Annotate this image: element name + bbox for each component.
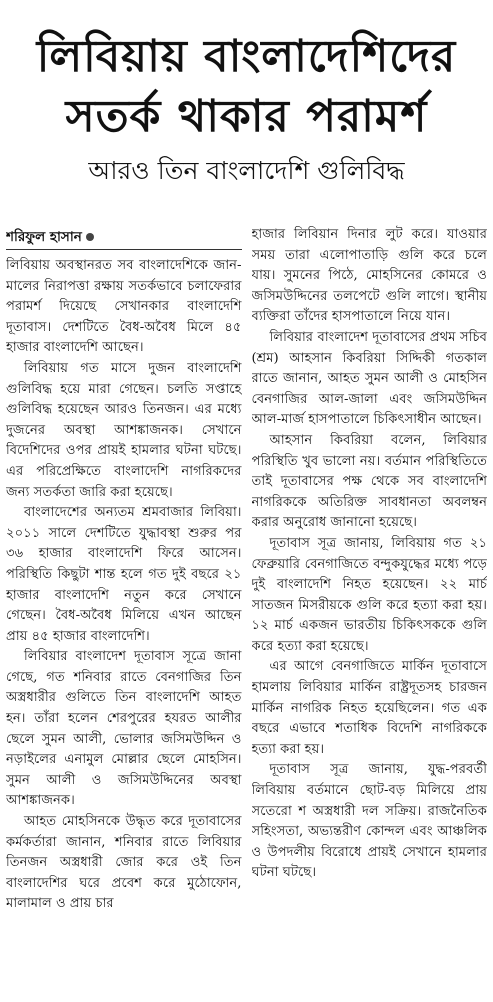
paragraph: লিবিয়ার বাংলাদেশ দূতাবাস সূত্রে জানা গেছে, গত শনিবার রাতে বেনগাজির তিন অস্ত্রধারীর গুলিতে তিন বাংলাদেশি আহত হন। তাঁরা হলেন শেরপুরের হযরত আলীর ছেলে সুমন আলী, ভোলার জসিমউদ্দিন ও নড়াইলের এনামুল মোল্লার ছেলে মোহসিন। সুমন আলী ও জসিমউদ্দিনের অবস্থা আশঙ্কাজনক।: [6, 649, 242, 809]
byline-author: শরিফুল হাসান: [6, 229, 82, 245]
article-body: [6, 225, 487, 998]
byline: [6, 225, 242, 250]
paragraph: বাংলাদেশের অন্যতম শ্রমবাজার লিবিয়া। ২০১১ সালে দেশটিতে যুদ্ধাবস্থা শুরুর পর ৩৬ হাজার বাংলাদেশি ফিরে আসেন। পরিস্থিতি কিছুটা শান্ত হলে গত দুই বছরে ২১ হাজার বাংলাদেশি নতুন করে সেখানে গেছেন। বৈধ-অবৈধ মিলিয়ে এখন আছেন প্রায় ৪৫ হাজার বাংলাদেশি।: [6, 505, 242, 644]
paragraph: হাজার লিবিয়ান দিনার লুট করে। যাওয়ার সময় তারা এলোপাতাড়ি গুলি করে চলে যায়। সুমনের পিঠে, মোহসিনের কোমরে ও জসিমউদ্দিনের তলপেটে গুলি লাগে। স্থানীয় ব্যক্তিরা তাঁদের হাসপাতালে নিয়ে যান।: [251, 227, 487, 325]
subheadline: আরও তিন বাংলাদেশি গুলিবিদ্ধ: [88, 156, 405, 185]
paragraph: এর আগে বেনগাজিতে মার্কিন দূতাবাসে হামলায় লিবিয়ার মার্কিন রাষ্ট্রদূতসহ চারজন মার্কিন নাগরিক নিহত হয়েছিলেন। গত এক বছরে এভাবে শতাধিক বিদেশি নাগরিককে হত্যা করা হয়।: [251, 659, 487, 757]
paragraph: লিবিয়ায় গত মাসে দুজন বাংলাদেশি গুলিবিদ্ধ হয়ে মারা গেছেন। চলতি সপ্তাহে গুলিবিদ্ধ হয়েছেন আরও তিনজন। এর মধ্যে দুজনের অবস্থা আশঙ্কাজনক। সেখানে বিদেশিদের ওপর প্রায়ই হামলার ঘটনা ঘটছে। এর পরিপ্রেক্ষিতে বাংলাদেশি নাগরিকদের জন্য সতর্কতা জারি করা হয়েছে।: [6, 360, 242, 500]
paragraph: আহত মোহসিনকে উদ্ধৃত করে দূতাবাসের কর্মকর্তারা জানান, শনিবার রাতে লিবিয়ার তিনজন অস্ত্রধারী জোর করে ওই তিন বাংলাদেশির ঘরে প্রবেশ করে মুঠোফোন, মালামাল ও প্রায় চার: [6, 814, 242, 912]
bullet-icon: [86, 233, 94, 241]
paragraph: দূতাবাস সূত্র জানায়, যুদ্ধ-পরবর্তী লিবিয়ায় বর্তমানে ছোট-বড় মিলিয়ে প্রায় সতেরো শ অস্ত্রধারী দল সক্রিয়। রাজনৈতিক সহিংসতা, অভ্যন্তরীণ কোন্দল এবং আঞ্চলিক ও উপদলীয় বিরোধে প্রায়ই সেখানে হামলার ঘটনা ঘটছে।: [251, 762, 487, 881]
paragraph: লিবিয়ায় অবস্থানরত সব বাংলাদেশিকে জান-মালের নিরাপত্তা রক্ষায় সতর্কভাবে চলাফেরার পরামর্শ দিয়েছে সেখানকার বাংলাদেশি দূতাবাস। দেশটিতে বৈধ-অবৈধ মিলে ৪৫ হাজার বাংলাদেশি আছেন।: [6, 258, 242, 356]
article-column-2: [252, 225, 488, 998]
paragraph: দূতাবাস সূত্র জানায়, লিবিয়ায় গত ২১ ফেব্রুয়ারি বেনগাজিতে বন্দুকযুদ্ধের মধ্যে পড়ে দুই বাংলাদেশি নিহত হয়েছেন। ২২ মার্চ সাতজন মিসরীয়কে গুলি করে হত্যা করা হয়। ১২ মার্চ একজন ভারতীয় চিকিৎসককে গুলি করে হত্যা করা হয়েছে।: [251, 535, 487, 654]
headline-line-2: সতর্ক থাকার পরামর্শ: [65, 91, 428, 142]
paragraph: লিবিয়ার বাংলাদেশ দূতাবাসের প্রথম সচিব (শ্রম) আহসান কিবরিয়া সিদ্দিকী গতকাল রাতে জানান, আহত সুমন আলী ও মোহসিন বেনগাজির আল-জালা এবং জসিমউদ্দিন আল-মার্জ হাসপাতালে চিকিৎসাধীন আছেন।: [251, 329, 487, 428]
paragraph: আহসান কিবরিয়া বলেন, লিবিয়ার পরিস্থিতি খুব ভালো নয়। বর্তমান পরিস্থিতিতে তাই দূতাবাসের পক্ষ থেকে সব বাংলাদেশি নাগরিককে অতিরিক্ত সাবধানতা অবলম্বন করার অনুরোধ জানানো হয়েছে।: [251, 432, 487, 531]
headline-line-1: লিবিয়ায় বাংলাদেশিদের: [36, 31, 457, 82]
article-column-1: [6, 225, 242, 998]
